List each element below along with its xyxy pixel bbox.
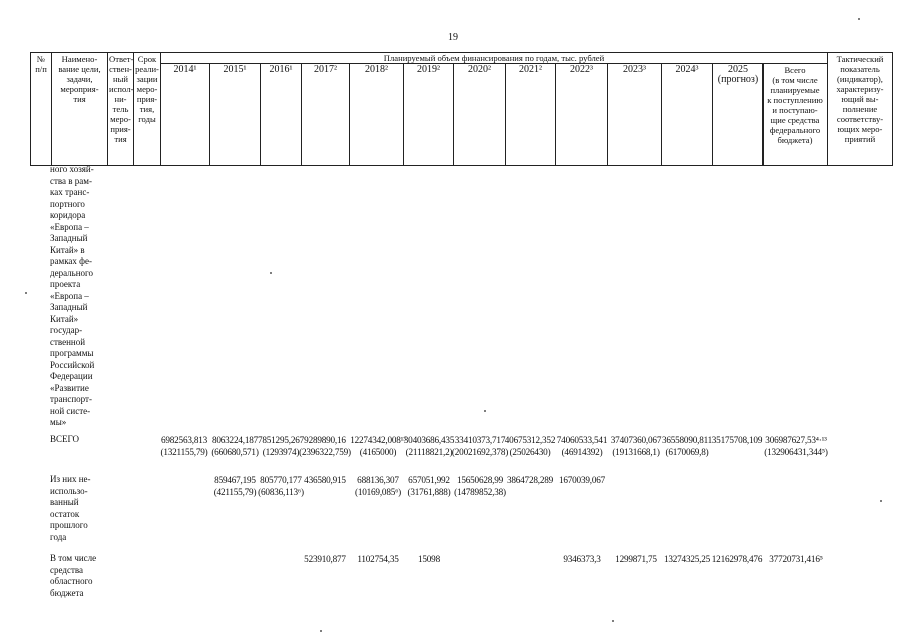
scan-speck: [612, 620, 614, 622]
header-col-total: Всего (в том числе планируемые к поступлению и поступаю- щие средства федерального бюджета): [762, 63, 828, 166]
header-year-1: 2015¹: [209, 63, 261, 166]
scan-speck: [484, 410, 486, 412]
value-cell: 13274325,25: [663, 554, 711, 564]
value-cell: 8063224,187 (660680,571): [211, 435, 259, 457]
value-cell: 12274342,008¹³ (4165000): [350, 435, 406, 457]
header-year-9: 2023³: [607, 63, 662, 166]
value-cell: 74060533,541 (46914392): [556, 435, 608, 457]
header-year-7: 2021²: [505, 63, 556, 166]
continuation-text: ного хозяй- ства в рам- ках транс- портного коридора «Европа – Западный Китай» в рамках фе- дерального проекта «Европа – Западный Китай» государ- ственной программы Российской Федерации «Развитие транспорт- ной систе- мы»: [50, 164, 95, 427]
value-cell: 37720731,416⁵: [769, 554, 823, 564]
value-cell: 36558090,811 (6170069,8): [661, 435, 713, 457]
row-label-1: Из них не- использо- ванный остаток прошлого года: [50, 474, 91, 542]
value-cell: 9346373,3: [563, 554, 601, 564]
value-cell: 1299871,75: [615, 554, 657, 564]
header-col-name: Наимено- вание цели, задачи, мероприя- тия: [51, 52, 108, 166]
value-cell: 859467,195 (421155,79): [213, 475, 257, 497]
value-cell: 6982563,813 (1321155,79): [160, 435, 208, 457]
header-year-4: 2018²: [349, 63, 404, 166]
row-label-2: В том числе средства областного бюджета: [50, 553, 97, 598]
header-funding-title: Планируемый объем финансирования по годам, тыс. рублей: [160, 52, 828, 64]
value-cell: 15098: [418, 554, 440, 564]
table-header: [30, 52, 893, 166]
row-label-0: ВСЕГО: [50, 434, 79, 444]
value-cell: 37407360,067 (19131668,1): [610, 435, 662, 457]
scan-speck: [25, 292, 27, 294]
page-number: 19: [448, 32, 458, 43]
value-cell: 1670039,067: [558, 475, 606, 485]
value-cell: 523910,877: [304, 554, 346, 564]
value-cell: 1102754,35: [357, 554, 399, 564]
header-col-number: № п/п: [30, 52, 52, 166]
header-col-responsible: Ответ- ствен- ный испол- ни- тель меро- прия- тия: [107, 52, 134, 166]
header-year-5: 2019²: [403, 63, 454, 166]
header-year-8: 2022³: [555, 63, 608, 166]
value-cell: 688136,307 (10169,085⁶): [355, 475, 401, 497]
header-year-10: 2024³: [661, 63, 713, 166]
value-cell: 436580,915: [304, 475, 346, 485]
value-cell: 33410373,717 (20021692,378): [451, 435, 509, 457]
value-cell: 3864728,289: [506, 475, 554, 485]
header-col-indicator: Тактический показатель (индикатор), характеризу- ющий вы- полнение соответству- ющих меро- приятий: [827, 52, 893, 166]
value-cell: 12162978,476: [711, 554, 763, 564]
value-cell: 15650628,99 (14789852,38): [454, 475, 506, 497]
value-cell: 30403686,435 (21118821,2): [403, 435, 455, 457]
header-year-6: 2020²: [453, 63, 506, 166]
scan-speck: [880, 500, 882, 502]
value-cell: 9289890,16 (2396322,759): [299, 435, 351, 457]
value-cell: 657051,992 (31761,888): [407, 475, 451, 497]
value-cell: 35175708,109: [711, 435, 763, 445]
value-cell: 805770,177 (60836,113⁶): [258, 475, 304, 497]
value-cell: 306987627,53⁴·¹³ (132906431,344⁵): [764, 435, 828, 457]
scan-speck: [320, 630, 322, 632]
scan-speck: [270, 272, 272, 274]
header-year-2: 2016¹: [260, 63, 302, 166]
value-cell: 40675312,352 (25026430): [504, 435, 556, 457]
header-year-11: 2025 (прогноз): [712, 63, 764, 166]
header-year-3: 2017²: [301, 63, 350, 166]
header-col-term: Срок реали- зации меро- прия- тия, годы: [133, 52, 161, 166]
scan-speck: [858, 18, 860, 20]
header-year-0: 2014¹: [160, 63, 210, 166]
value-cell: 7851295,267 (1293974): [257, 435, 305, 457]
